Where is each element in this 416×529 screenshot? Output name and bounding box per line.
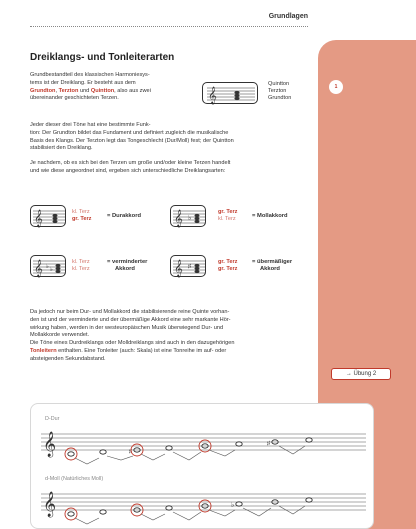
treble-clef-icon: 𝄞 (43, 492, 57, 517)
major-chord-label: = Durakkord (107, 213, 141, 219)
minor-chord-intervals: gr. Terz kl. Terz (218, 209, 238, 222)
section-title: Grundlagen (268, 13, 308, 20)
scales-panel (30, 403, 374, 529)
page-title: Dreiklangs- und Tonleiterarten (30, 52, 175, 63)
flat-icon: ♭ (46, 264, 49, 270)
flat-icon: ♭ (50, 267, 53, 273)
major-chord-staff (30, 205, 66, 227)
intro-paragraph: Grundbestandteil des klassischen Harmoniesys- tems ist der Dreiklang. Er besteht aus dem Grundton, Terzton und Quintton, also aus zwei übereinander geschichteten Terzen. (30, 72, 151, 102)
sharp-icon: ♯ (129, 449, 132, 455)
page-badge: 1 (329, 80, 343, 94)
sharp-icon: ♯ (188, 264, 191, 270)
treble-clef-icon: 𝄞 (34, 209, 43, 227)
diminished-chord-staff (30, 255, 66, 277)
treble-clef-icon: 𝄞 (43, 432, 57, 457)
treble-clef-icon: 𝄞 (174, 259, 183, 277)
scale-label-d-major: D-Dur (45, 416, 60, 422)
d-minor-scale-notation (41, 486, 371, 526)
types-paragraph: Je nachdem, ob es sich bei den Terzen um große und/oder kleine Terzen handelt und wie diese angeordnet sind, ergeben sich unterschiedliche Dreiklangsarten: (30, 160, 231, 174)
scale-label-d-minor: d-Moll (Natürliches Moll) (45, 476, 104, 482)
function-paragraph: Jeder dieser drei Töne hat eine bestimmte Funk- tion: Der Grundton bildet das Fundament und definiert zugleich die musikalische Basis des Klangs. Der Terzton legt das Tongeschlecht (Dur/Moll) fest; der Quintton stabilisiert den Dreiklang. (30, 122, 234, 152)
running-header (30, 9, 308, 27)
treble-clef-icon: 𝄞 (34, 259, 43, 277)
sharp-icon: ♯ (267, 441, 270, 447)
minor-chord-label: = Mollakkord (252, 213, 288, 219)
augmented-chord-staff (170, 255, 206, 277)
d-major-scale-notation (41, 426, 371, 466)
major-chord-intervals: kl. Terz gr. Terz (72, 209, 92, 222)
treble-clef-icon: 𝄞 (208, 86, 217, 104)
triad-staff (202, 82, 258, 104)
diminished-chord-intervals: kl. Terz kl. Terz (72, 259, 90, 272)
triad-labels: Quintton Terzton Grundton (268, 81, 292, 101)
diminished-chord-label: = verminderter Akkord (107, 259, 148, 272)
triad-notation (203, 83, 259, 105)
flat-icon: ♭ (231, 502, 235, 509)
augmented-chord-label: = übermäßiger Akkord (252, 259, 293, 272)
treble-clef-icon: 𝄞 (174, 209, 183, 227)
flat-icon: ♭ (188, 215, 192, 222)
exercise-link-button[interactable]: → Übung 2 (331, 368, 391, 380)
minor-chord-staff (170, 205, 206, 227)
usage-paragraph: Da jedoch nur beim Dur- und Mollakkord die stabilisierende reine Quinte vorhan- den ist und der verminderte und der übermäßige Akkord eine sehr markante Hör- wirkung haben, werden in der westeuropäischen Musik überwiegend Dur- und Mollakkorde verwendet. Die Töne eines Durdreiklangs oder Molldreiklangs sind auch in den dazugehörigen Tonleitern enthalten. Eine Tonleiter (auch: Skala) ist eine Tonreihe im auf- oder absteigenden Sekundabstand. (30, 309, 235, 362)
augmented-chord-intervals: gr. Terz gr. Terz (218, 259, 238, 272)
